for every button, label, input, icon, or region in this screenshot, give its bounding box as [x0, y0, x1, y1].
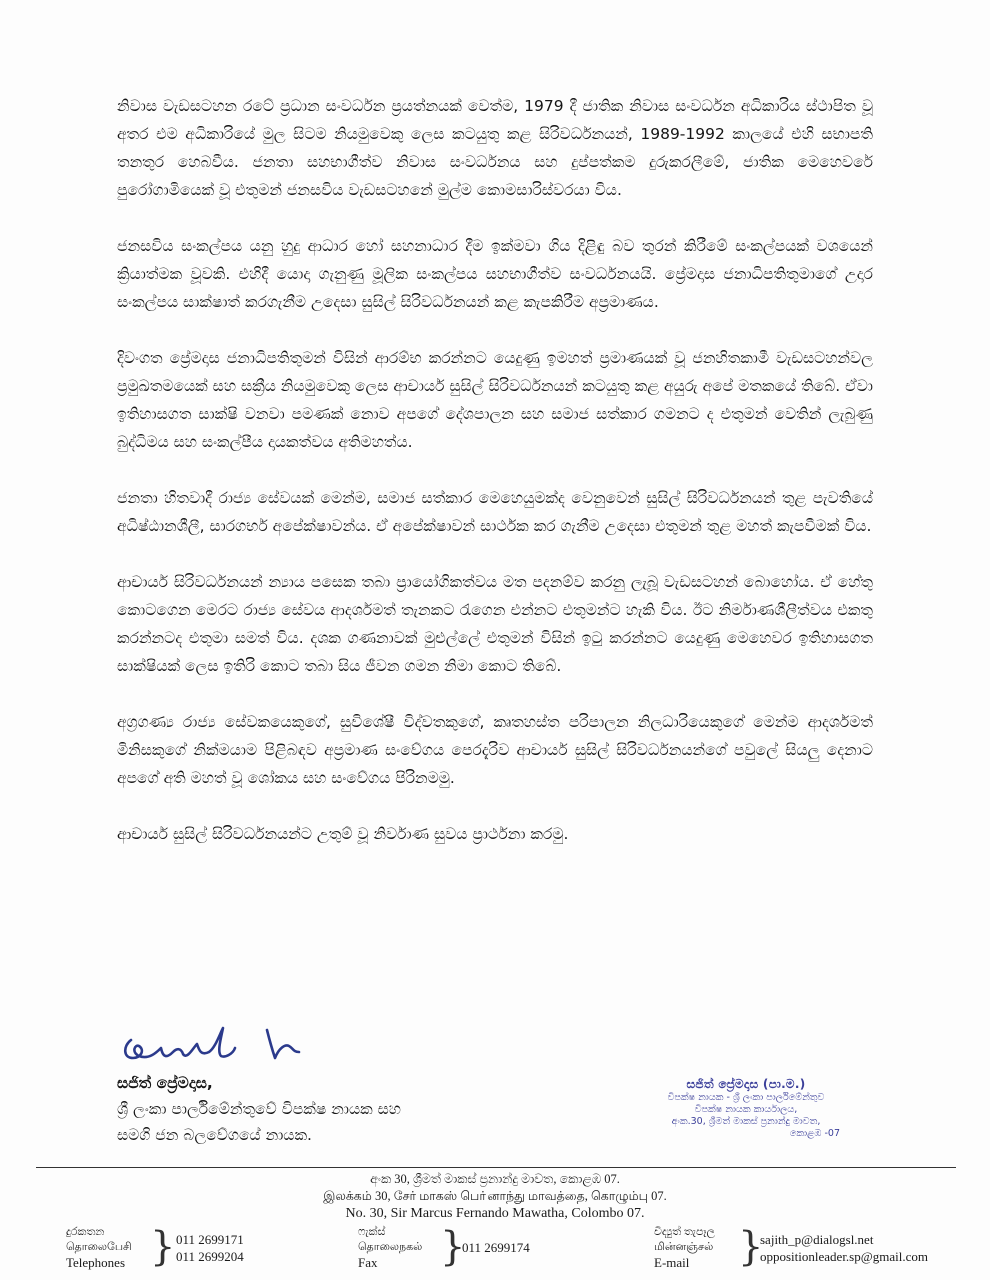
email-1[interactable]: sajith_p@dialogsl.net: [760, 1232, 874, 1247]
paragraph-4: ජනතා හිතවාදී රාජ්‍ය සේවයක් මෙන්ම, සමාජ සත්කාර මෙහෙයුමක්ද වෙනුවෙන් සුසිල් සිරිවර්ධනයන් තුළ පැවතියේ අධිෂ්ඨානශීලී, සාරගර්භ අපේක්ෂාවන්ය. ඒ අපේක්ෂාවන් සාර්ථක කර ගැනීම උදෙසා එතුමන් තුළ මහත් කැපවීමක් විය.: [117, 489, 873, 535]
paragraph-5: ආචාර්ය සිරිවර්ධනයන් න්‍යාය පසෙක තබා ප්‍රායෝගිකත්වය මත පදනම්ව කරනු ලැබූ වැඩසටහන් බොහෝය. ඒ හේතු කොටගෙන මෙරට රාජ්‍ය සේවය ආදර්ශමත් තැනකට රැගෙන එන්නට එතුමන්ට හැකි විය. ඊට නිර්මාණශීලීත්වය එකතු කරන්නටද එතුමා සමත් විය. දශක ගණනාවක් මුළුල්ලේ එතුමන් විසින් ඉටු කරන්නට යෙදුණු මෙහෙවර ඉතිහාසගත සාක්ෂියක් ලෙස ඉතිරි කොට තබා සිය ජීවන ගමන නිමා කොට තිබේ.: [117, 573, 873, 675]
stamp-line5: කොළඹ -07: [789, 1128, 840, 1139]
fax-label-si: ෆැක්ස්: [358, 1226, 386, 1238]
signatory-block: [117, 1070, 557, 1148]
email-labels: [654, 1225, 715, 1270]
email-label-si: විද්‍යුත් තැපෑල: [654, 1226, 715, 1238]
fax-brace: }: [440, 1224, 466, 1270]
footer-divider: [36, 1167, 956, 1168]
handwritten-signature: [117, 1018, 537, 1078]
stamp-line4: අංක.30, ශ්‍රීමත් මාකස් ප්‍රනාන්දු මාවත,: [671, 1116, 821, 1127]
signatory-name: සජිත් ප්‍රේමදාස,: [117, 1074, 213, 1092]
footer-address: [0, 1171, 990, 1222]
fax-values: [462, 1239, 530, 1256]
signatory-title-line1: ශ්‍රී ලංකා පාර්ලිමේන්තුවේ විපක්ෂ නායක සහ: [117, 1100, 401, 1118]
telephone-1[interactable]: 011 2699171: [176, 1232, 244, 1247]
letter-body: [117, 92, 873, 876]
telephones-values: [176, 1231, 244, 1265]
telephone-2[interactable]: 011 2699204: [176, 1249, 244, 1264]
email-label-en: E-mail: [654, 1255, 690, 1270]
telephones-label-ta: தொலைபேசி: [66, 1241, 132, 1253]
email-values: [760, 1231, 928, 1265]
stamp-line2: විපක්ෂ නායක - ශ්‍රී ලංකා පාර්ලිමේන්තුව: [667, 1092, 825, 1103]
stamp-name: සජිත් ප්‍රේමදාස (පා.ම.): [686, 1077, 806, 1091]
office-stamp: [632, 1076, 860, 1166]
fax-number[interactable]: 011 2699174: [462, 1240, 530, 1255]
paragraph-3: දිවංගත ප්‍රේමදාස ජනාධිපතිතුමන් විසින් ආරම්භ කරන්නට යෙදුණු ඉමහත් ප්‍රමාණයක් වූ ජනහිතකාමී වැඩසටහන්වල ප්‍රමුඛතමයෙක් සහ සක්‍රීය නියමුවෙකු ලෙස ආචාර්ය සුසිල් සිරිවර්ධනයන් කටයුතු කළ අයුරු අපේ මතකයේ තිබේ. ඒවා ඉතිහාසගත සාක්ෂි වනවා පමණක් නොව අපගේ දේශපාලන සහ සමාජ සත්කාර ගමනට ද එතුමන් වෙතින් ලැබුණු බුද්ධිමය සහ සංකල්පීය දායකත්වය අතිමහත්ය.: [117, 349, 873, 451]
signatory-title-line2: සමගි ජන බලවේගයේ නායක.: [117, 1126, 312, 1144]
email-brace: }: [738, 1224, 764, 1270]
telephones-label-en: Telephones: [66, 1255, 126, 1270]
email-2[interactable]: oppositionleader.sp@gmail.com: [760, 1249, 928, 1264]
fax-labels: [358, 1225, 422, 1270]
paragraph-7: ආචාර්ය සුසිල් සිරිවර්ධනයන්ට උතුම් වූ නිර්වාණ සුවය ප්‍රාර්ථනා කරමු.: [117, 825, 569, 843]
address-english: No. 30, Sir Marcus Fernando Mawatha, Colombo 07.: [345, 1206, 645, 1221]
email-label-ta: மின்னஞ்சல்: [654, 1241, 714, 1253]
telephones-labels: [66, 1225, 132, 1270]
address-sinhala: අංක 30, ශ්‍රීමත් මාකස් ප්‍රනාන්දු මාවත, කොළඹ 07.: [370, 1172, 620, 1186]
telephones-label-si: දුරකතන: [66, 1226, 105, 1238]
footer-contacts: [0, 1225, 990, 1275]
paragraph-2: ජනසවිය සංකල්පය යනු හුදු ආධාර හෝ සහනාධාර දීම ඉක්මවා ගිය දිළිඳු බව තුරන් කිරීමේ සංකල්පයක් වශයෙන් ක්‍රියාත්මක වූවකි. එහිදී යොදා ගැනුණු මූලික සංකල්පය සහභාගීත්ව සංවර්ධනයයි. ප්‍රේමදාස ජනාධිපතිතුමාගේ උදාර සංකල්පය සාක්ෂාත් කරගැනීම උදෙසා සුසිල් සිරිවර්ධනයන් කළ කැපකිරීම අප්‍රමාණය.: [117, 237, 873, 311]
telephones-brace: }: [150, 1224, 176, 1270]
paragraph-1: නිවාස වැඩසටහන රටේ ප්‍රධාන සංවර්ධන ප්‍රයත්නයක් වෙත්ම, 1979 දී ජාතික නිවාස සංවර්ධන අධිකාරිය ස්ථාපිත වූ අතර එම අධිකාරියේ මුල සිටම නියමුවෙකු ලෙස කටයුතු කළ සිරිවර්ධනයන්, 1989-1992 කාලයේ එහි සභාපති තනතුර හෙබවීය. ජනතා සහභාගීත්ව නිවාස සංවර්ධනය සහ දුප්පත්කම දුරුකරලීමේ, ජාතික මෙහෙවරේ පුරෝගාමියෙක් වූ එතුමන් ජනසවිය වැඩසටහනේ මුල්ම කොමසාරිස්වරයා විය.: [117, 97, 873, 199]
fax-label-ta: தொலைநகல்: [358, 1241, 423, 1253]
stamp-line3: විපක්ෂ නායක කාර්යාලය,: [694, 1104, 798, 1115]
paragraph-6: අග්‍රගණ්‍ය රාජ්‍ය සේවකයෙකුගේ, සුවිශේෂී විද්වතකුගේ, කෘතහස්ත පරිපාලන නිලධාරියෙකුගේ මෙන්ම ආදර්ශමත් මිනිසකුගේ නික්මයාම පිළිබඳව අප්‍රමාණ සංවේගය පෙරදැරිව ආචාර්ය සුසිල් සිරිවර්ධනයන්ගේ පවුලේ සියලු දෙනාට අපගේ අති මහත් වූ ශෝකය සහ සංවේගය පිරිනමමු.: [117, 713, 873, 787]
address-tamil: இலக்கம் 30, சேர் மாகஸ் பொ்னாந்து மாவத்தை, கொழும்பு 07.: [323, 1189, 667, 1203]
fax-label-en: Fax: [358, 1255, 378, 1270]
